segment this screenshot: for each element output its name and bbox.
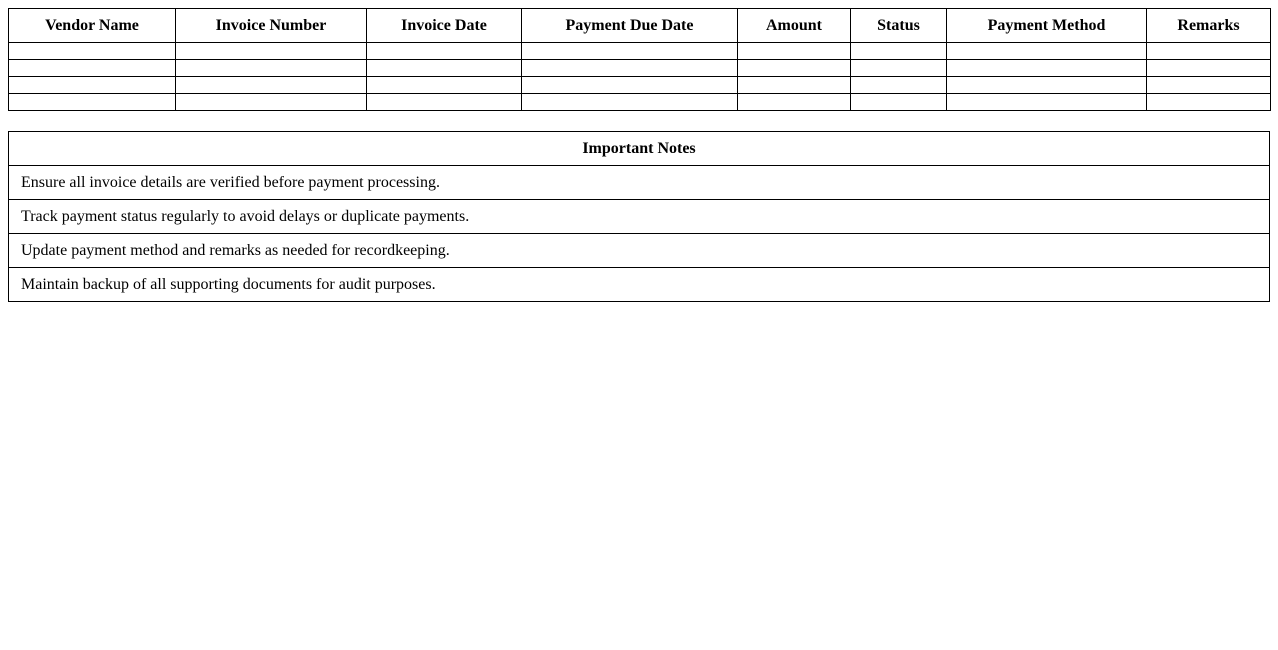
table-row bbox=[9, 94, 1271, 111]
table-cell[interactable] bbox=[522, 43, 738, 60]
notes-title: Important Notes bbox=[9, 132, 1270, 166]
table-cell[interactable] bbox=[367, 94, 522, 111]
table-cell[interactable] bbox=[176, 60, 367, 77]
table-cell[interactable] bbox=[738, 60, 851, 77]
table-cell[interactable] bbox=[851, 60, 947, 77]
table-cell[interactable] bbox=[1147, 43, 1271, 60]
list-item bbox=[9, 268, 1270, 302]
table-row bbox=[9, 60, 1271, 77]
table-cell[interactable] bbox=[738, 43, 851, 60]
note-text: Track payment status regularly to avoid delays or duplicate payments. bbox=[9, 200, 1270, 234]
table-cell[interactable] bbox=[367, 60, 522, 77]
list-item bbox=[9, 166, 1270, 200]
table-cell[interactable] bbox=[176, 94, 367, 111]
table-cell[interactable] bbox=[1147, 77, 1271, 94]
list-item bbox=[9, 200, 1270, 234]
table-row bbox=[9, 43, 1271, 60]
invoice-tracking-table bbox=[8, 8, 1271, 111]
table-cell[interactable] bbox=[1147, 60, 1271, 77]
table-cell[interactable] bbox=[738, 77, 851, 94]
table-cell[interactable] bbox=[851, 94, 947, 111]
column-header-amount: Amount bbox=[738, 9, 851, 43]
document-page bbox=[0, 0, 1278, 302]
table-cell[interactable] bbox=[522, 60, 738, 77]
table-cell[interactable] bbox=[851, 43, 947, 60]
table-cell[interactable] bbox=[1147, 94, 1271, 111]
table-cell[interactable] bbox=[9, 60, 176, 77]
note-text: Update payment method and remarks as needed for recordkeeping. bbox=[9, 234, 1270, 268]
column-header-remarks: Remarks bbox=[1147, 9, 1271, 43]
column-header-payment-due-date: Payment Due Date bbox=[522, 9, 738, 43]
table-cell[interactable] bbox=[947, 77, 1147, 94]
table-cell[interactable] bbox=[9, 77, 176, 94]
table-row bbox=[9, 77, 1271, 94]
note-text: Maintain backup of all supporting documents for audit purposes. bbox=[9, 268, 1270, 302]
table-cell[interactable] bbox=[176, 77, 367, 94]
table-cell[interactable] bbox=[947, 43, 1147, 60]
column-header-vendor-name: Vendor Name bbox=[9, 9, 176, 43]
important-notes-table bbox=[8, 131, 1270, 302]
table-cell[interactable] bbox=[851, 77, 947, 94]
table-cell[interactable] bbox=[738, 94, 851, 111]
table-cell[interactable] bbox=[176, 43, 367, 60]
note-text: Ensure all invoice details are verified before payment processing. bbox=[9, 166, 1270, 200]
column-header-invoice-number: Invoice Number bbox=[176, 9, 367, 43]
table-cell[interactable] bbox=[522, 94, 738, 111]
table-cell[interactable] bbox=[367, 43, 522, 60]
column-header-invoice-date: Invoice Date bbox=[367, 9, 522, 43]
table-cell[interactable] bbox=[9, 94, 176, 111]
table-cell[interactable] bbox=[9, 43, 176, 60]
table-cell[interactable] bbox=[522, 77, 738, 94]
table-header-row bbox=[9, 9, 1271, 43]
column-header-status: Status bbox=[851, 9, 947, 43]
notes-header-row bbox=[9, 132, 1270, 166]
list-item bbox=[9, 234, 1270, 268]
table-cell[interactable] bbox=[367, 77, 522, 94]
table-cell[interactable] bbox=[947, 94, 1147, 111]
table-cell[interactable] bbox=[947, 60, 1147, 77]
column-header-payment-method: Payment Method bbox=[947, 9, 1147, 43]
